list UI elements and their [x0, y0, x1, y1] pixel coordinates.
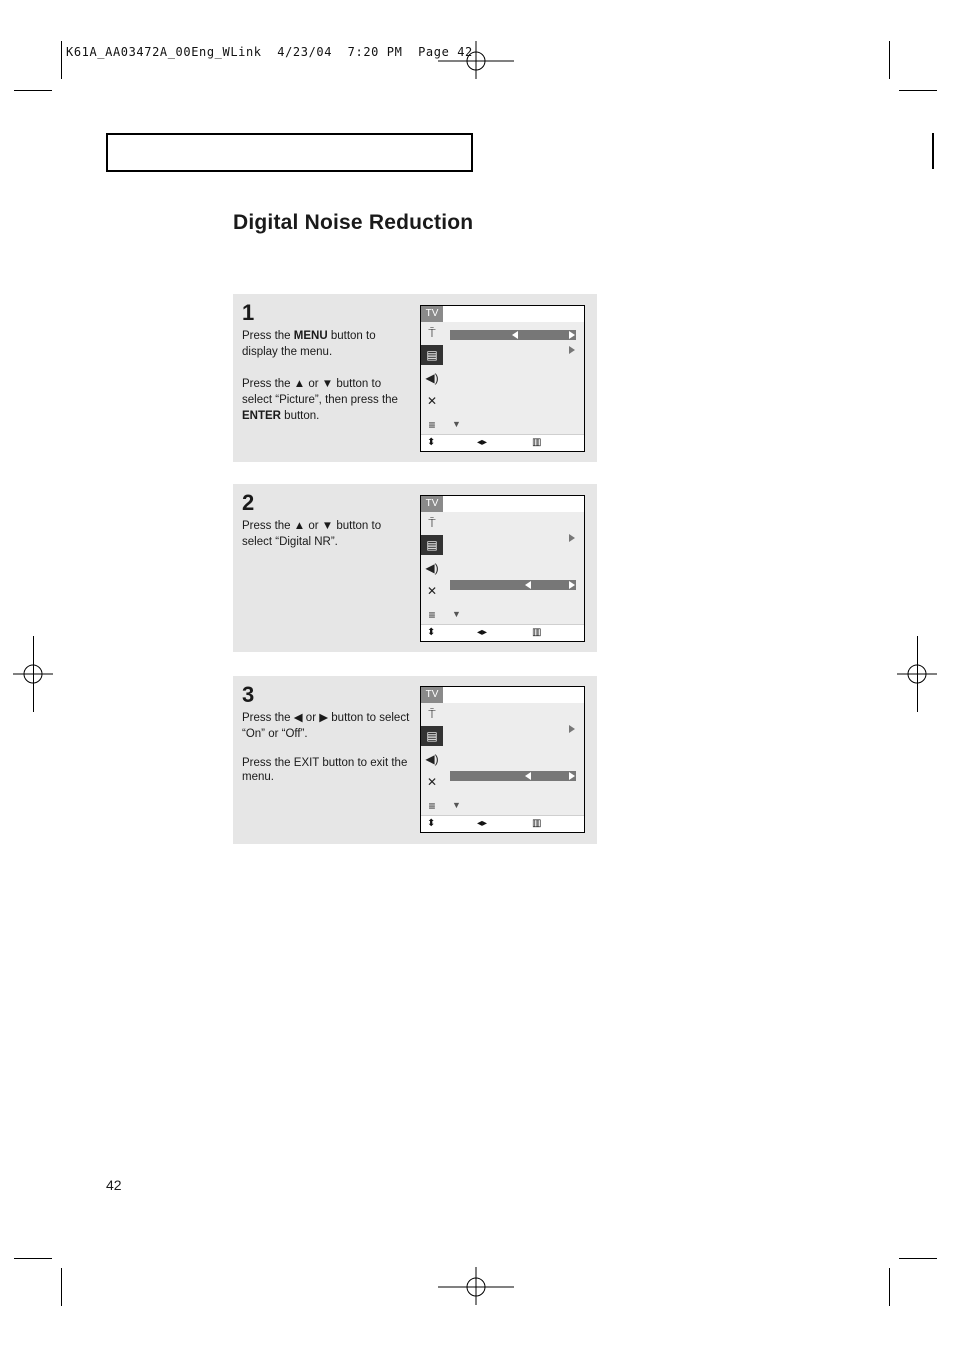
channel-icon: ✕: [426, 775, 438, 789]
picture-icon: ▤: [421, 535, 443, 555]
submenu-arrow-icon: [569, 725, 575, 733]
step-panel-1: [233, 294, 597, 462]
right-arrow-icon: [569, 772, 575, 780]
setup-icon: ≡: [428, 418, 436, 432]
highlighted-menu-item: [450, 771, 576, 781]
move-icon: ⬍: [427, 818, 436, 829]
input-icon: ⍑: [428, 515, 436, 530]
picture-icon: ▤: [421, 726, 443, 746]
page-title: Digital Noise Reduction: [233, 211, 474, 234]
step-panel-2: [233, 484, 597, 652]
step-instructions: [242, 518, 410, 550]
channel-icon: ✕: [426, 584, 438, 598]
more-down-icon: ▼: [452, 609, 461, 619]
instruction-paragraph: Press the MENU button to display the menu.: [242, 330, 376, 358]
menu-nav-bar: [421, 434, 584, 451]
left-arrow-icon: [525, 772, 531, 780]
sound-icon: ◀): [425, 752, 439, 766]
left-arrow-icon: [512, 331, 518, 339]
menu-nav-bar: [421, 815, 584, 832]
adjust-icon: ◂▸: [477, 437, 488, 448]
more-down-icon: ▼: [452, 419, 461, 429]
registration-mark-bottom: [438, 1249, 514, 1325]
submenu-arrow-icon: [569, 534, 575, 542]
more-down-icon: ▼: [452, 800, 461, 810]
step-number: 1: [242, 300, 255, 325]
move-icon: ⬍: [427, 437, 436, 448]
adjust-icon: ◂▸: [477, 818, 488, 829]
step-instructions: [242, 710, 410, 784]
page-number: 42: [106, 1177, 122, 1193]
instruction-paragraph: Press the ◀ or ▶ button to select “On” or “Off”.: [242, 712, 410, 740]
tv-mode-label: TV: [421, 496, 443, 512]
tv-menu-screen: [420, 305, 585, 452]
setup-icon: ≡: [428, 608, 436, 622]
picture-icon: ▤: [421, 345, 443, 365]
menu-nav-bar: [421, 624, 584, 641]
instruction-paragraph: Press the ▲ or ▼ button to select “Digital NR”.: [242, 520, 382, 548]
step-instructions: [242, 328, 410, 424]
print-slug: K61A_AA03472A_00Eng_WLink 4/23/04 7:20 PM Page 42: [66, 45, 473, 59]
left-arrow-icon: [525, 581, 531, 589]
move-icon: ⬍: [427, 627, 436, 638]
step-panel-3: [233, 676, 597, 844]
tv-mode-label: TV: [421, 687, 443, 703]
step-number: 3: [242, 682, 255, 707]
instruction-paragraph: Press the EXIT button to exit the menu.: [242, 757, 408, 783]
right-arrow-icon: [569, 581, 575, 589]
input-icon: ⍑: [428, 325, 436, 340]
registration-mark-right: [879, 636, 954, 712]
tv-menu-screen: [420, 495, 585, 642]
submenu-arrow-icon: [569, 346, 575, 354]
sound-icon: ◀): [425, 371, 439, 385]
step-number: 2: [242, 490, 255, 515]
input-icon: ⍑: [428, 706, 436, 721]
adjust-icon: ◂▸: [477, 627, 488, 638]
instruction-paragraph: Press the ▲ or ▼ button to select “Picture”, then press the ENTER button.: [242, 378, 398, 422]
highlighted-menu-item: [450, 330, 576, 340]
highlighted-menu-item: [450, 580, 576, 590]
exit-icon: ▥: [532, 627, 542, 638]
setup-icon: ≡: [428, 799, 436, 813]
registration-mark-left: [0, 636, 71, 712]
exit-icon: ▥: [532, 437, 542, 448]
tv-menu-screen: [420, 686, 585, 833]
tv-mode-label: TV: [421, 306, 443, 322]
channel-icon: ✕: [426, 394, 438, 408]
exit-icon: ▥: [532, 818, 542, 829]
registration-mark-top: [438, 23, 514, 99]
right-arrow-icon: [569, 331, 575, 339]
section-header-box: [106, 133, 473, 172]
sound-icon: ◀): [425, 561, 439, 575]
